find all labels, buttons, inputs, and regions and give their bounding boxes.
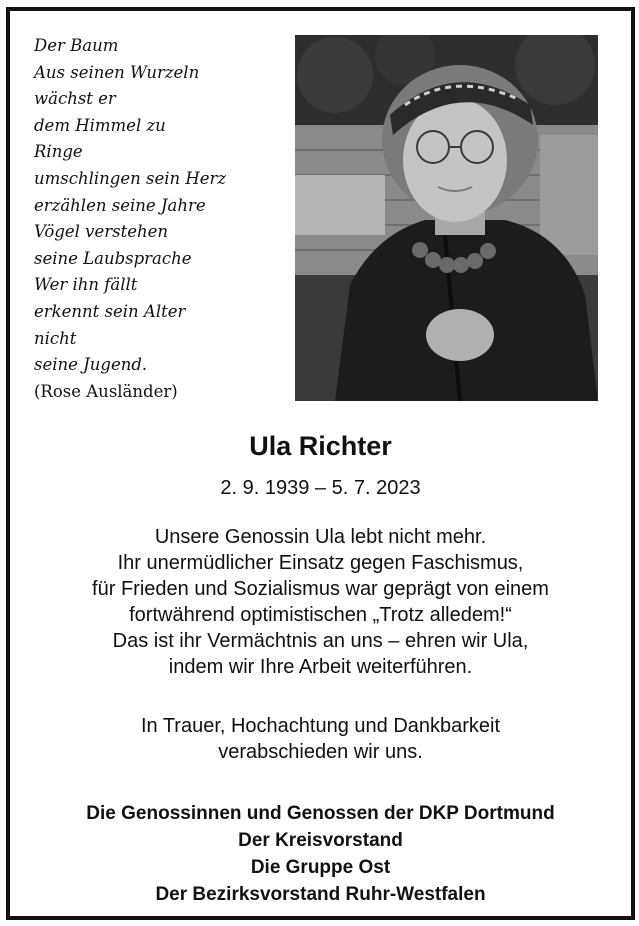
message-line: fortwährend optimistischen „Trotz alledem!“ (129, 604, 512, 626)
poem-line: erzählen seine Jahre (34, 195, 206, 215)
poem-line: erkennt sein Alter (34, 301, 186, 321)
poem-line: Ringe (34, 142, 83, 162)
mourning-line: verabschieden wir uns. (218, 741, 423, 763)
mourning-text (20, 713, 621, 765)
signer-line: Die Genossinnen und Genossen der DKP Dortmund (86, 803, 555, 824)
poem-line: umschlingen sein Herz (34, 168, 227, 188)
message-line: indem wir Ihre Arbeit weiterführen. (168, 656, 473, 678)
poem (34, 33, 284, 405)
deceased-name: Ula Richter (249, 431, 392, 461)
signer-line: Die Gruppe Ost (250, 857, 391, 878)
message-line: Unsere Genossin Ula lebt nicht mehr. (154, 526, 487, 548)
obituary-message (20, 524, 621, 680)
poem-line: wächst er (34, 89, 116, 109)
poem-line: seine Laubsprache (34, 248, 192, 268)
portrait-illustration (295, 35, 598, 401)
obituary-frame (6, 7, 635, 920)
poem-line: Vögel verstehen (34, 222, 169, 242)
portrait-photo (295, 35, 598, 401)
poem-author: (Rose Ausländer) (34, 381, 178, 401)
message-line: Ihr unermüdlicher Einsatz gegen Faschismus, (117, 552, 524, 574)
signer-line: Der Bezirksvorstand Ruhr-Westfalen (155, 884, 486, 905)
poem-line: Der Baum (34, 36, 119, 55)
signer-line: Der Kreisvorstand (238, 830, 403, 851)
message-line: Das ist ihr Vermächtnis an uns – ehren wir Ula, (112, 630, 529, 652)
poem-line: dem Himmel zu (34, 115, 166, 135)
life-dates: 2. 9. 1939 – 5. 7. 2023 (220, 477, 421, 499)
signers (16, 800, 625, 908)
poem-line: seine Jugend. (34, 355, 148, 375)
mourning-line: In Trauer, Hochachtung und Dankbarkeit (140, 715, 501, 737)
poem-line: Aus seinen Wurzeln (34, 62, 200, 82)
poem-line: nicht (34, 328, 77, 348)
message-line: für Frieden und Sozialismus war geprägt von einem (92, 578, 549, 600)
poem-line: Wer ihn fällt (34, 275, 138, 295)
